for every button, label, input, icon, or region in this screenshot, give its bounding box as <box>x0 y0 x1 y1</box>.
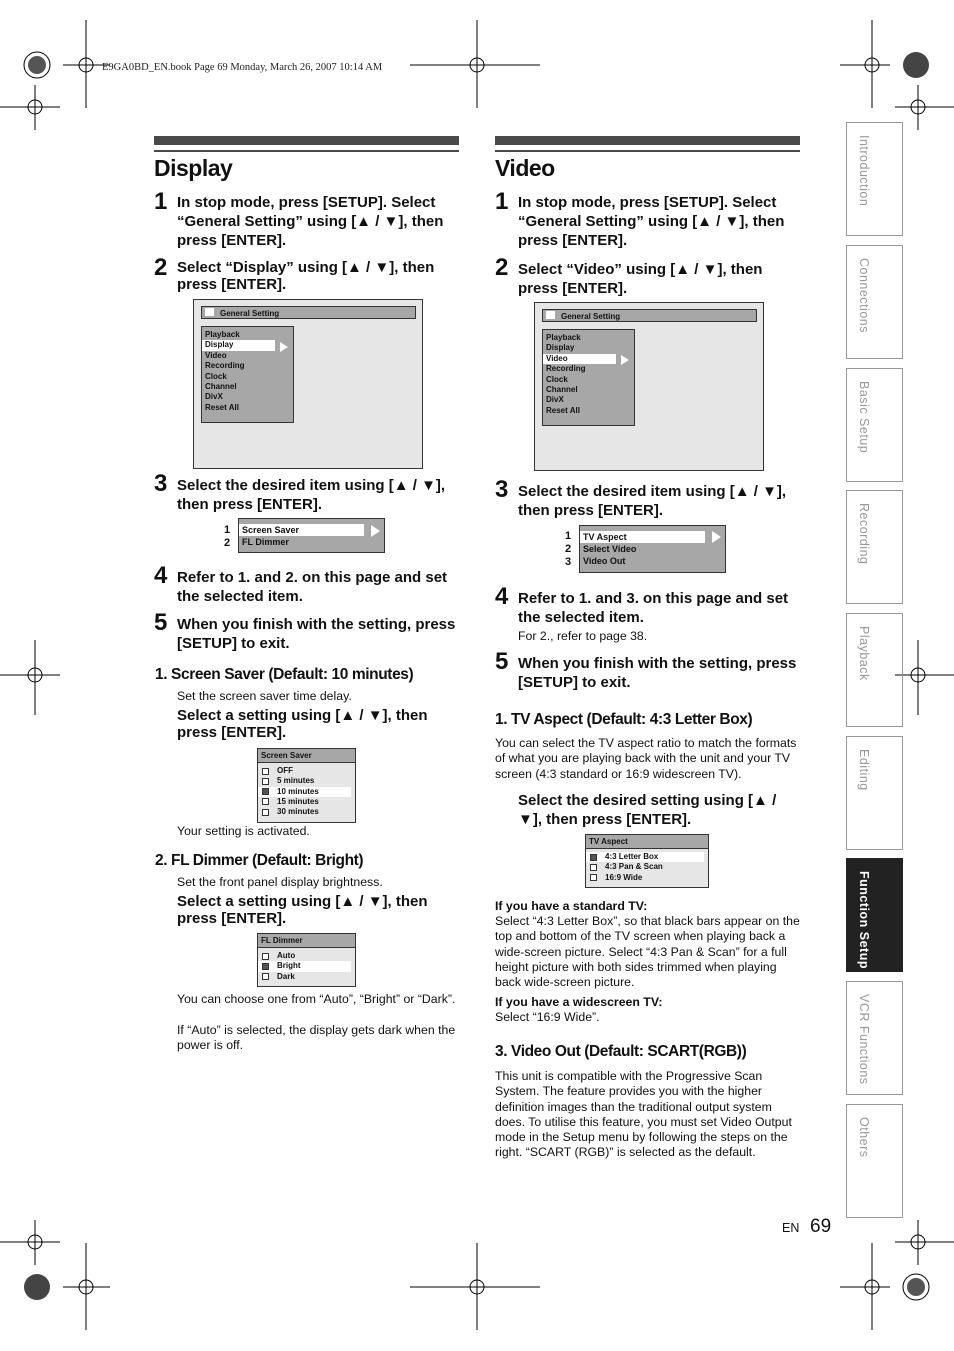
options-title: TV Aspect <box>586 835 708 849</box>
arrow-right-icon <box>371 525 380 537</box>
screen-saver-desc: Set the screen saver time delay. <box>177 689 352 703</box>
fl-dimmer-after1: You can choose one from “Auto”, “Bright” or “Dark”. <box>177 992 456 1006</box>
video-out-text: This unit is compatible with the Progressive Scan System. The feature provides you with the higher definition images than the traditional output system does. To utilise this feature, you must set Video Output mode in the Setup menu by following the steps on the right. “SCART (RGB)” is selected as the default. <box>495 1069 792 1160</box>
step-number: 5 <box>495 648 509 675</box>
menu-title: General Setting <box>201 306 416 319</box>
option-wide[interactable]: 16:9 Wide <box>586 873 708 883</box>
step-number: 2 <box>154 254 168 281</box>
widescreen-tv-heading: If you have a widescreen TV: <box>495 995 663 1009</box>
video-step4: Refer to 1. and 3. on this page and set the selected item. <box>518 590 789 626</box>
screen-saver-options <box>257 748 356 823</box>
menu-item-selected[interactable]: Video <box>543 354 616 364</box>
tab-function-setup[interactable]: Function Setup <box>846 858 903 972</box>
menu-item[interactable]: Recording <box>546 364 586 374</box>
arrow-right-icon <box>621 355 629 365</box>
screen-saver-heading: 1. Screen Saver (Default: 10 minutes) <box>155 666 414 683</box>
tab-editing[interactable]: Editing <box>846 736 903 850</box>
fl-dimmer-instr: Select a setting using [▲ / ▼], then press [ENTER]. <box>177 893 428 927</box>
display-step5: When you finish with the setting, press [SETUP] to exit. <box>177 616 456 652</box>
step-number: 1 <box>495 188 509 215</box>
option-30-minutes[interactable]: 30 minutes <box>258 807 355 817</box>
tv-aspect-heading: 1. TV Aspect (Default: 4:3 Letter Box) <box>495 711 753 728</box>
standard-tv-text: Select “4:3 Letter Box”, so that black bars appear on the top and bottom of the TV screen when playing back a wide-screen picture. Select “4:3 Pan & Scan” for a full height picture with both sides trimmed when playing back wide-screen picture. <box>495 914 800 990</box>
item-selected[interactable]: Screen Saver <box>239 524 364 536</box>
menu-item[interactable]: Channel <box>205 381 237 391</box>
tab-vcr-functions[interactable]: VCR Functions <box>846 981 903 1095</box>
tab-others[interactable]: Others <box>846 1104 903 1218</box>
fl-dimmer-heading: 2. FL Dimmer (Default: Bright) <box>155 852 364 869</box>
menu-item[interactable]: Clock <box>546 374 568 384</box>
video-step5: When you finish with the setting, press [SETUP] to exit. <box>518 655 797 691</box>
arrow-right-icon <box>712 531 721 543</box>
option-pan-scan[interactable]: 4:3 Pan & Scan <box>586 862 708 872</box>
file-header: E9GA0BD_EN.book Page 69 Monday, March 26, 2007 10:14 AM <box>102 62 383 73</box>
option-10-minutes[interactable]: 10 minutes <box>258 787 351 797</box>
item[interactable]: Video Out <box>583 556 626 566</box>
option-off[interactable]: OFF <box>258 766 355 776</box>
video-menu-screen <box>534 302 764 471</box>
step-number: 3 <box>495 476 509 503</box>
tv-aspect-desc: You can select the TV aspect ratio to match the formats of what you are playing back with the unit and your TV screen (4:3 standard or 16:9 widescreen TV). <box>495 736 797 781</box>
menu-item[interactable]: Video <box>205 350 227 360</box>
video-items-box <box>579 525 726 573</box>
item[interactable]: FL Dimmer <box>242 537 289 547</box>
step-number: 5 <box>154 609 168 636</box>
step-number: 2 <box>495 254 509 281</box>
option-auto[interactable]: Auto <box>258 951 355 961</box>
step-number: 4 <box>495 583 509 610</box>
language-code: EN <box>782 1221 800 1235</box>
item-number: 3 <box>565 556 572 568</box>
video-title: Video <box>495 155 555 181</box>
tab-playback[interactable]: Playback <box>846 613 903 727</box>
menu-item[interactable]: DivX <box>546 395 564 405</box>
option-letter-box[interactable]: 4:3 Letter Box <box>586 852 704 862</box>
section-rule-display <box>154 150 459 152</box>
step-number: 4 <box>154 562 168 589</box>
display-step2: Select “Display” using [▲ / ▼], then press [ENTER]. <box>177 259 435 293</box>
standard-tv-heading: If you have a standard TV: <box>495 899 648 913</box>
screen-saver-instr: Select a setting using [▲ / ▼], then press [ENTER]. <box>177 707 428 741</box>
fl-dimmer-after2: If “Auto” is selected, the display gets dark when the power is off. <box>177 1023 456 1053</box>
tv-aspect-options <box>585 834 709 888</box>
fl-dimmer-desc: Set the front panel display brightness. <box>177 875 383 889</box>
tab-basic-setup[interactable]: Basic Setup <box>846 368 903 482</box>
menu-item[interactable]: Playback <box>546 333 581 342</box>
arrow-right-icon <box>280 342 288 352</box>
tab-introduction[interactable]: Introduction <box>846 122 903 236</box>
step-number: 3 <box>154 470 168 497</box>
item-number: 2 <box>565 543 572 555</box>
menu-item[interactable]: Recording <box>205 361 245 371</box>
item-numbers <box>565 530 571 569</box>
option-5-minutes[interactable]: 5 minutes <box>258 776 355 786</box>
display-title: Display <box>154 155 233 181</box>
video-out-heading: 3. Video Out (Default: SCART(RGB)) <box>495 1043 747 1060</box>
fl-dimmer-options <box>257 933 356 987</box>
tv-aspect-instr: Select the desired setting using [▲ / ▼], then press [ENTER]. <box>518 792 777 828</box>
menu-item[interactable]: Display <box>546 343 575 353</box>
item-number: 1 <box>565 530 572 542</box>
item-numbers <box>224 524 230 550</box>
menu-item[interactable]: Playback <box>205 330 240 339</box>
option-15-minutes[interactable]: 15 minutes <box>258 797 355 807</box>
display-items-box <box>238 518 385 553</box>
widescreen-tv-text: Select “16:9 Wide”. <box>495 1010 600 1024</box>
item-number: 1 <box>224 524 231 536</box>
display-step1: In stop mode, press [SETUP]. Select “General Setting” using [▲ / ▼], then press [ENTER]. <box>177 194 444 249</box>
menu-item-selected[interactable]: Display <box>202 340 275 350</box>
option-bright[interactable]: Bright <box>258 961 351 971</box>
options-title: Screen Saver <box>258 749 355 763</box>
section-rule-video <box>495 150 800 152</box>
menu-item[interactable]: Reset All <box>205 402 239 412</box>
wrench-icon <box>205 308 214 316</box>
step-number: 1 <box>154 188 168 215</box>
display-step4: Refer to 1. and 2. on this page and set the selected item. <box>177 569 448 605</box>
wrench-icon <box>546 311 555 319</box>
menu-item[interactable]: DivX <box>205 392 223 402</box>
tab-recording[interactable]: Recording <box>846 490 903 604</box>
menu-list <box>201 326 294 423</box>
video-step1: In stop mode, press [SETUP]. Select “General Setting” using [▲ / ▼], then press [ENTER]. <box>518 194 785 249</box>
menu-title: General Setting <box>542 309 757 322</box>
option-dark[interactable]: Dark <box>258 972 355 982</box>
item[interactable]: Select Video <box>583 544 637 554</box>
item-number: 2 <box>224 537 231 549</box>
menu-list <box>542 329 635 426</box>
tab-connections[interactable]: Connections <box>846 245 903 359</box>
page-number: 69 <box>810 1216 832 1237</box>
video-step4-note: For 2., refer to page 38. <box>518 629 648 643</box>
display-step3: Select the desired item using [▲ / ▼], then press [ENTER]. <box>177 477 446 513</box>
menu-item[interactable]: Channel <box>546 384 578 394</box>
display-menu-screen <box>193 299 423 469</box>
menu-item[interactable]: Clock <box>205 371 227 381</box>
section-bar-display <box>154 136 459 145</box>
screen-saver-after: Your setting is activated. <box>177 824 310 838</box>
item-selected[interactable]: TV Aspect <box>580 531 705 543</box>
menu-item[interactable]: Reset All <box>546 405 580 415</box>
section-bar-video <box>495 136 800 145</box>
video-step2: Select “Video” using [▲ / ▼], then press [ENTER]. <box>518 261 763 297</box>
video-step3: Select the desired item using [▲ / ▼], then press [ENTER]. <box>518 483 787 519</box>
options-title: FL Dimmer <box>258 934 355 948</box>
